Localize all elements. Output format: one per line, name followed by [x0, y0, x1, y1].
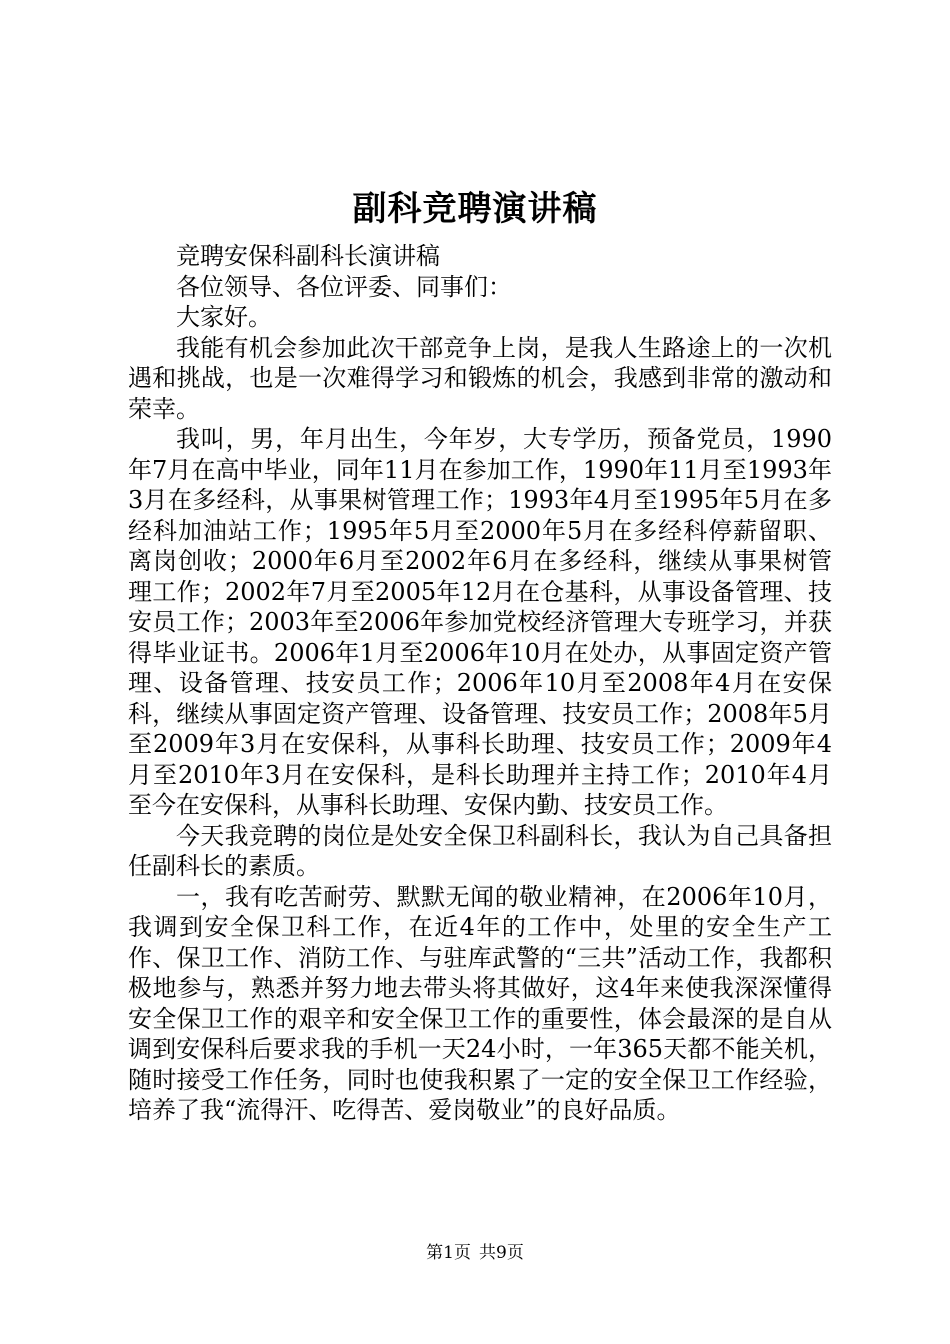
document-body	[128, 241, 832, 1126]
paragraph-heading: 竞聘安保科副科长演讲稿	[176, 242, 440, 270]
paragraph-position: 今天我竞聘的岗位是处安全保卫科副科长，我认为自己具备担任副科长的素质。	[128, 821, 832, 880]
paragraph-salutation: 各位领导、各位评委、同事们：	[176, 272, 512, 301]
page-footer	[0, 1242, 950, 1264]
document-title: 副科竞聘演讲稿	[352, 189, 598, 229]
paragraph-greeting: 大家好。	[176, 303, 272, 331]
page-total: 共9页	[479, 1243, 524, 1263]
paragraph-point-one: 一，我有吃苦耐劳、默默无闻的敬业精神，在2006年10月，我调到安全保卫科工作，在近4年的工作中，处里的安全生产工作、保卫工作、消防工作、与驻库武警的“三共”活动工作，我都积极地参与，熟悉并努力地去带头将其做好，这4年来使我深深懂得安全保卫工作的艰辛和安全保卫工作的重要性，体会最深的是自从调到安保科后要求我的手机一天24小时，一年365天都不能关机，随时接受工作任务，同时也使我积累了一定的安全保卫工作经验，培养了我“流得汗、吃得苦、爱岗敬业”的良好品质。	[128, 882, 832, 1124]
paragraph-opportunity: 我能有机会参加此次干部竞争上岗，是我人生路途上的一次机遇和挑战，也是一次难得学习和锻炼的机会，我感到非常的激动和荣幸。	[128, 333, 832, 423]
page-number: 第1页	[426, 1243, 471, 1263]
paragraph-resume: 我叫，男，年月出生，今年岁，大专学历，预备党员，1990年7月在高中毕业，同年11月在参加工作，1990年11月至1993年3月在多经科，从事果树管理工作；1993年4月至1995年5月在多经科加油站工作；1995年5月至2000年5月在多经科停薪留职、离岗创收；2000年6月至2002年6月在多经科，继续从事果树管理工作；2002年7月至2005年12月在仓基科，从事设备管理、技安员工作；2003年至2006年参加党校经济管理大专班学习，并获得毕业证书。2006年1月至2006年10月在处办，从事固定资产管理、设备管理、技安员工作；2006年10月至2008年4月在安保科，继续从事固定资产管理、设备管理、技安员工作；2008年5月至2009年3月在安保科，从事科长助理、技安员工作；2009年4月至2010年3月在安保科，是科长助理并主持工作；2010年4月至今在安保科，从事科长助理、安保内勤、技安员工作。	[128, 425, 832, 819]
